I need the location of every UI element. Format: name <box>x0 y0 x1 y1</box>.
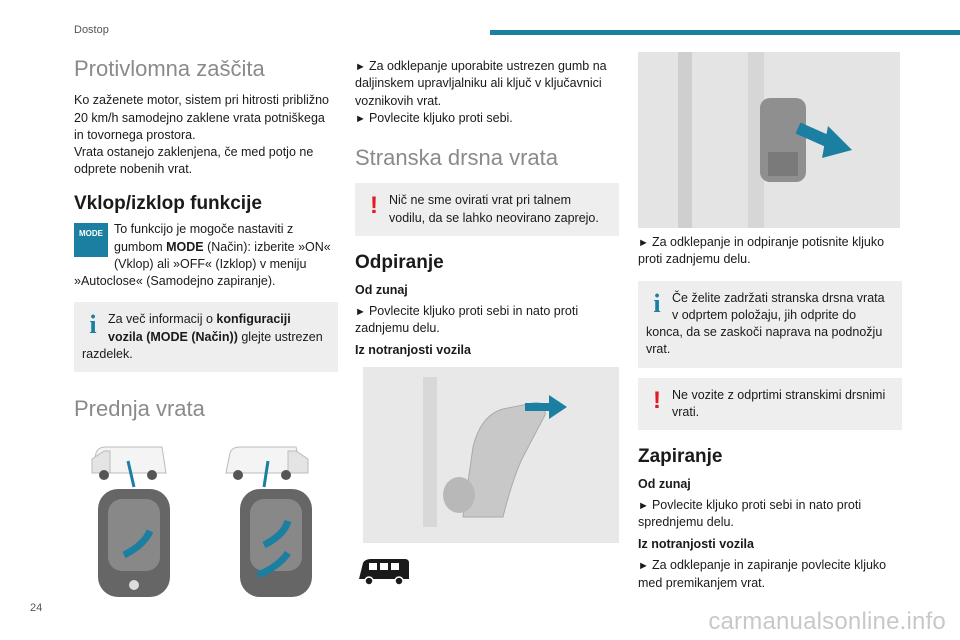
info-icon: i <box>89 310 97 340</box>
front-door-handle-illustration <box>74 435 338 605</box>
info-note-text: Če želite zadržati stranska drsna vrata v odprtem položaju, jih odprite do konca, da se zaskoči naprava na podnožju vrat. <box>646 290 885 357</box>
bullet-unlock-remote: ► Za odklepanje uporabite ustrezen gumb na daljinskem upravljalniku ali ključ v ključavnici voznikovih vrat. <box>355 58 619 110</box>
subtitle-opening: Odpiranje <box>355 251 444 273</box>
header-section-title: Dostop <box>74 24 109 36</box>
note-text-post: glejte ustrezen razdelek. <box>82 329 323 361</box>
label-from-inside: Iz notranjosti vozila <box>355 343 471 358</box>
note-text-bold: konfiguraciji vozila (MODE (Način)) <box>108 312 291 344</box>
title-anti-theft: Protivlomna zaščita <box>74 56 265 81</box>
bullet-pull-rear: ► Povlecite kljuko proti sebi in nato proti zadnjemu delu. <box>355 303 619 338</box>
mode-paragraph <box>74 221 338 290</box>
bullet-pull-front: ► Povlecite kljuko proti sebi in nato proti sprednjemu delu. <box>638 497 902 532</box>
column-3 <box>638 52 902 592</box>
bullet-push-rear: ► Za odklepanje in odpiranje potisnite kljuko proti zadnjemu delu. <box>638 234 902 269</box>
column-2 <box>355 52 619 589</box>
minibus-icon <box>355 555 411 589</box>
mode-icon: MODE <box>74 223 108 257</box>
warning-icon: ! <box>653 386 661 414</box>
title-sliding-door: Stranska drsna vrata <box>355 145 558 170</box>
mode-text-2: (Način): izberite »ON« (Vklop) ali »OFF« (Izklop) v meniju »Autoclose« (Samodejno zapiranje). <box>74 239 331 289</box>
intro-paragraph-2: Vrata ostanejo zaklenjena, če med potjo ne odprete nobenih vrat. <box>74 145 314 177</box>
info-note-vehicle-config <box>74 302 338 372</box>
column-1 <box>74 52 338 605</box>
bullet-pull-while-moving: ► Za odklepanje in zapiranje povlecite kljuko med premikanjem vrat. <box>638 557 902 592</box>
info-note-hold-open <box>638 281 902 368</box>
label-from-outside: Od zunaj <box>355 282 408 297</box>
label-from-outside: Od zunaj <box>638 476 691 491</box>
sliding-door-outside-illustration <box>638 52 900 228</box>
subtitle-closing: Zapiranje <box>638 446 723 467</box>
warning-text: Ne vozite z odprtimi stranskimi drsnimi vrati. <box>672 387 886 419</box>
warning-no-driving-open <box>638 378 902 431</box>
sliding-door-inside-illustration <box>363 367 627 543</box>
title-front-doors: Prednja vrata <box>74 396 205 422</box>
note-text-pre: Za več informacij o <box>108 312 217 327</box>
mode-text-bold: MODE <box>166 239 204 254</box>
warning-icon: ! <box>370 192 378 220</box>
page-number: 24 <box>30 602 43 614</box>
header-accent-bar <box>490 30 960 35</box>
subtitle-toggle-function: Vklop/izklop funkcije <box>74 192 262 214</box>
bullet-pull-handle: ► Povlecite kljuko proti sebi. <box>355 110 619 127</box>
info-icon: i <box>653 288 661 318</box>
warning-floor-guide <box>355 183 619 236</box>
mode-text-1: To funkcijo je mogoče nastaviti z gumbom <box>114 222 294 254</box>
watermark: carmanualsonline.info <box>708 608 946 635</box>
intro-paragraph-1: Ko zaženete motor, sistem pri hitrosti približno 20 km/h samodejno zaklene vrata potniškega in tovornega prostora. <box>74 93 329 142</box>
warning-text: Nič ne sme ovirati vrat pri talnem vodilu, da se lahko neovirano zaprejo. <box>389 193 599 225</box>
label-from-inside: Iz notranjosti vozila <box>638 537 754 552</box>
